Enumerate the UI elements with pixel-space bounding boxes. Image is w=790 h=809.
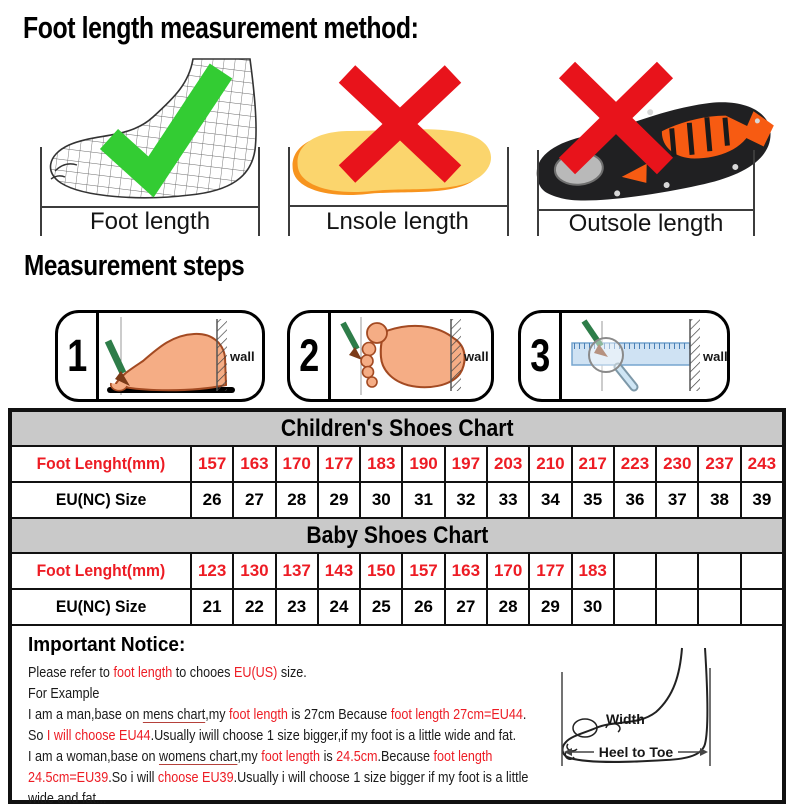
table-cell xyxy=(697,590,739,624)
table-cell: 157 xyxy=(190,447,232,481)
table-cell: 183 xyxy=(359,447,401,481)
step-2-illustration xyxy=(331,313,497,399)
measure-line xyxy=(288,205,509,207)
notice-text-segment: .Usually i will choose 1 size bigger if my foot is a little xyxy=(233,769,529,786)
pencil-icon xyxy=(343,323,357,349)
notice-text-segment: size. xyxy=(277,664,307,681)
table-cell: 170 xyxy=(486,554,528,588)
notice-text-segment: .Usually iwill choose 1 size bigger,if my foot is a little wide and fat. xyxy=(150,727,517,744)
step-number: 2 xyxy=(290,313,331,399)
table-cell: 150 xyxy=(359,554,401,588)
table-row xyxy=(12,588,782,624)
notice-text-segment: foot length xyxy=(229,706,288,723)
table-cell xyxy=(613,554,655,588)
notice-title: Important Notice: xyxy=(28,634,186,656)
children-chart-title: Children's Shoes Chart xyxy=(280,414,514,442)
notice-text-segment: I will choose EU44 xyxy=(46,727,151,744)
notice-text-segment: choose EU39 xyxy=(157,769,234,786)
method-label-outsole-length: Outsole length xyxy=(568,210,724,237)
step-box-3 xyxy=(518,310,730,402)
table-cell: 21 xyxy=(190,590,232,624)
step-number: 3 xyxy=(521,313,562,399)
notice-text-segment: is 27cm Because xyxy=(287,706,391,723)
table-cell: 123 xyxy=(190,554,232,588)
table-cell: 26 xyxy=(190,483,232,517)
table-cell: 35 xyxy=(571,483,613,517)
table-cell xyxy=(740,554,782,588)
table-cell: 37 xyxy=(655,483,697,517)
insole-illustration xyxy=(285,70,515,208)
table-cell: 137 xyxy=(275,554,317,588)
notice-text-segment: EU(US) xyxy=(233,664,278,681)
notice-text-segment: .So i will xyxy=(108,769,158,786)
wall-label: wall xyxy=(464,349,489,364)
notice-text-segment: . xyxy=(522,706,527,723)
table-cell: 223 xyxy=(613,447,655,481)
outsole-illustration xyxy=(525,62,783,208)
table-cell: 157 xyxy=(401,554,443,588)
table-cell: 26 xyxy=(401,590,443,624)
wall-label: wall xyxy=(703,349,728,364)
table-cell: 30 xyxy=(359,483,401,517)
step-number: 1 xyxy=(58,313,99,399)
step-1-illustration xyxy=(99,313,268,399)
row-label: Foot Lenght(mm) xyxy=(36,561,166,580)
method-label-insole-length: Lnsole length xyxy=(326,208,469,235)
table-cell: 163 xyxy=(232,447,274,481)
measure-line xyxy=(258,147,260,236)
table-cell: 31 xyxy=(401,483,443,517)
notice-text-segment: foot length xyxy=(261,748,321,765)
size-chart-board xyxy=(8,408,786,807)
table-cell: 190 xyxy=(401,447,443,481)
notice-text-segment: womens chart xyxy=(158,748,238,765)
table-cell xyxy=(655,554,697,588)
page-title: Foot length measurement method: xyxy=(23,10,419,45)
notice-text-segment: I am a woman,base on xyxy=(28,748,159,765)
step-box-1 xyxy=(55,310,265,402)
notice-text-segment: For Example xyxy=(28,685,100,702)
table-cell: 36 xyxy=(613,483,655,517)
wall-label: wall xyxy=(230,349,255,364)
measure-line xyxy=(507,147,509,236)
foot-wireframe-illustration xyxy=(25,55,275,205)
table-cell xyxy=(613,590,655,624)
row-values xyxy=(190,554,782,588)
row-values xyxy=(190,590,782,624)
row-values xyxy=(190,447,782,481)
table-cell: 39 xyxy=(740,483,782,517)
table-cell: 34 xyxy=(528,483,570,517)
table-row xyxy=(12,481,782,517)
table-cell: 28 xyxy=(275,483,317,517)
table-cell: 243 xyxy=(740,447,782,481)
notice-text-segment: to chooes xyxy=(172,664,234,681)
table-cell: 28 xyxy=(486,590,528,624)
table-cell: 230 xyxy=(655,447,697,481)
row-label: EU(NC) Size xyxy=(55,597,147,616)
notice-text-segment: Please refer to xyxy=(28,664,114,681)
notice-text-segment: ,my xyxy=(237,748,262,765)
notice-text-segment: is xyxy=(320,748,337,765)
table-cell xyxy=(740,590,782,624)
table-cell: 29 xyxy=(317,483,359,517)
notice-text-segment: I am a man,base on xyxy=(28,706,143,723)
table-cell: 217 xyxy=(571,447,613,481)
table-cell: 177 xyxy=(528,554,570,588)
children-chart-header xyxy=(12,412,782,445)
table-cell: 163 xyxy=(444,554,486,588)
steps-title: Measurement steps xyxy=(24,250,245,282)
table-cell: 23 xyxy=(275,590,317,624)
table-cell: 32 xyxy=(444,483,486,517)
table-cell: 33 xyxy=(486,483,528,517)
notice-text-segment: .Because xyxy=(377,748,434,765)
foot-diagram xyxy=(554,644,754,794)
step-3-illustration xyxy=(562,313,733,399)
table-cell: 197 xyxy=(444,447,486,481)
table-cell: 210 xyxy=(528,447,570,481)
row-values xyxy=(190,483,782,517)
table-cell: 29 xyxy=(528,590,570,624)
magnifier-icon xyxy=(589,338,623,372)
table-cell: 30 xyxy=(571,590,613,624)
row-label: Foot Lenght(mm) xyxy=(36,454,166,473)
table-cell: 24 xyxy=(317,590,359,624)
notice-section xyxy=(12,624,782,807)
table-cell: 170 xyxy=(275,447,317,481)
row-label: EU(NC) Size xyxy=(55,490,147,509)
notice-text-segment: foot length xyxy=(433,748,493,765)
notice-text-segment: foot length 27cm=EU44 xyxy=(390,706,523,723)
table-cell: 38 xyxy=(697,483,739,517)
table-cell: 177 xyxy=(317,447,359,481)
notice-text-segment: foot length xyxy=(113,664,173,681)
baby-chart-header xyxy=(12,517,782,552)
table-cell: 203 xyxy=(486,447,528,481)
baby-chart-title: Baby Shoes Chart xyxy=(306,521,488,549)
notice-text-segment: 24.5cm xyxy=(336,748,378,765)
table-cell: 183 xyxy=(571,554,613,588)
table-cell: 22 xyxy=(232,590,274,624)
table-cell: 25 xyxy=(359,590,401,624)
table-row xyxy=(12,552,782,588)
table-row xyxy=(12,445,782,481)
notice-text-segment: mens chart xyxy=(142,706,206,723)
table-cell: 130 xyxy=(232,554,274,588)
table-cell xyxy=(655,590,697,624)
table-cell: 143 xyxy=(317,554,359,588)
method-label-foot-length: Foot length xyxy=(89,208,211,235)
table-cell: 237 xyxy=(697,447,739,481)
notice-text-segment: wide and fat... xyxy=(28,790,107,807)
width-label: Width xyxy=(606,711,645,727)
table-cell: 27 xyxy=(232,483,274,517)
table-cell: 27 xyxy=(444,590,486,624)
step-box-2 xyxy=(287,310,494,402)
notice-text-segment: 24.5cm=EU39 xyxy=(28,769,109,786)
heel-to-toe-label: Heel to Toe xyxy=(598,744,674,760)
notice-text-segment: ,my xyxy=(205,706,230,723)
notice-text-segment: So xyxy=(28,727,47,744)
table-cell xyxy=(697,554,739,588)
